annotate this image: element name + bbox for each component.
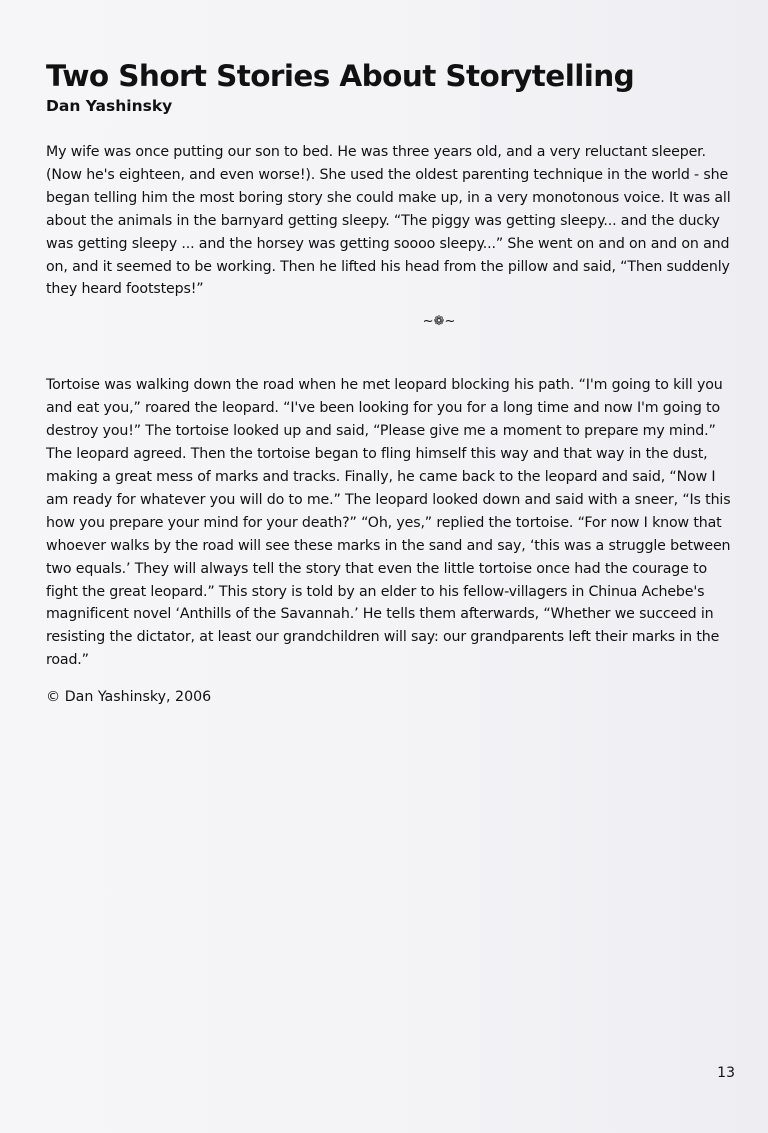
- story-paragraph-1: My wife was once putting our son to bed. He was three years old, and a very reluctant sleeper. (Now he's eighteen, and even worse!). She used the oldest parenting technique in the world - she began telling him the most boring story she could make up, in a very monotonous voice. It was all about the animals in the barnyard getting sleepy. “The piggy was getting sleepy... and the ducky was getting sleepy ... and the horsey was getting soooo sleepy...” She went on and on and on and on, and it seemed to be working. Then he lifted his head from the pillow and said, “Then suddenly they heard footsteps!”: [46, 144, 731, 298]
- author-byline: Dan Yashinsky: [46, 97, 173, 115]
- copyright-notice: © Dan Yashinsky, 2006: [46, 689, 212, 706]
- article: [46, 56, 736, 708]
- page-number: 13: [717, 1065, 735, 1081]
- story-paragraph-2: Tortoise was walking down the road when he met leopard blocking his path. “I'm going to kill you and eat you,” roared the leopard. “I've been looking for you for a long time and now I'm going to destroy you!” The tortoise looked up and said, “Please give me a moment to prepare my mind.” The leopard agreed. Then the tortoise began to fling himself this way and that way in the dust, making a great mess of marks and tracks. Finally, he came back to the leopard and said, “Now I am ready for whatever you will do to me.” The leopard looked down and said with a sneer, “Is this how you prepare your mind for your death?” “Oh, yes,” replied the tortoise. “For now I know that whoever walks by the road will see these marks in the sand and say, ‘this was a struggle between two equals.’ They will always tell the story that even the little tortoise once had the courage to fight the great leopard.” This story is told by an elder to his fellow-villagers in Chinua Achebe's magnificent novel ‘Anthills of the Savannah.’ He tells them afterwards, “Whether we succeed in resisting the dictator, at least our grandchildren will say: our grandparents left their marks in the road.”: [46, 377, 731, 669]
- article-title: Two Short Stories About Storytelling: [46, 59, 635, 93]
- section-divider-ornament: ~❁~: [422, 314, 456, 330]
